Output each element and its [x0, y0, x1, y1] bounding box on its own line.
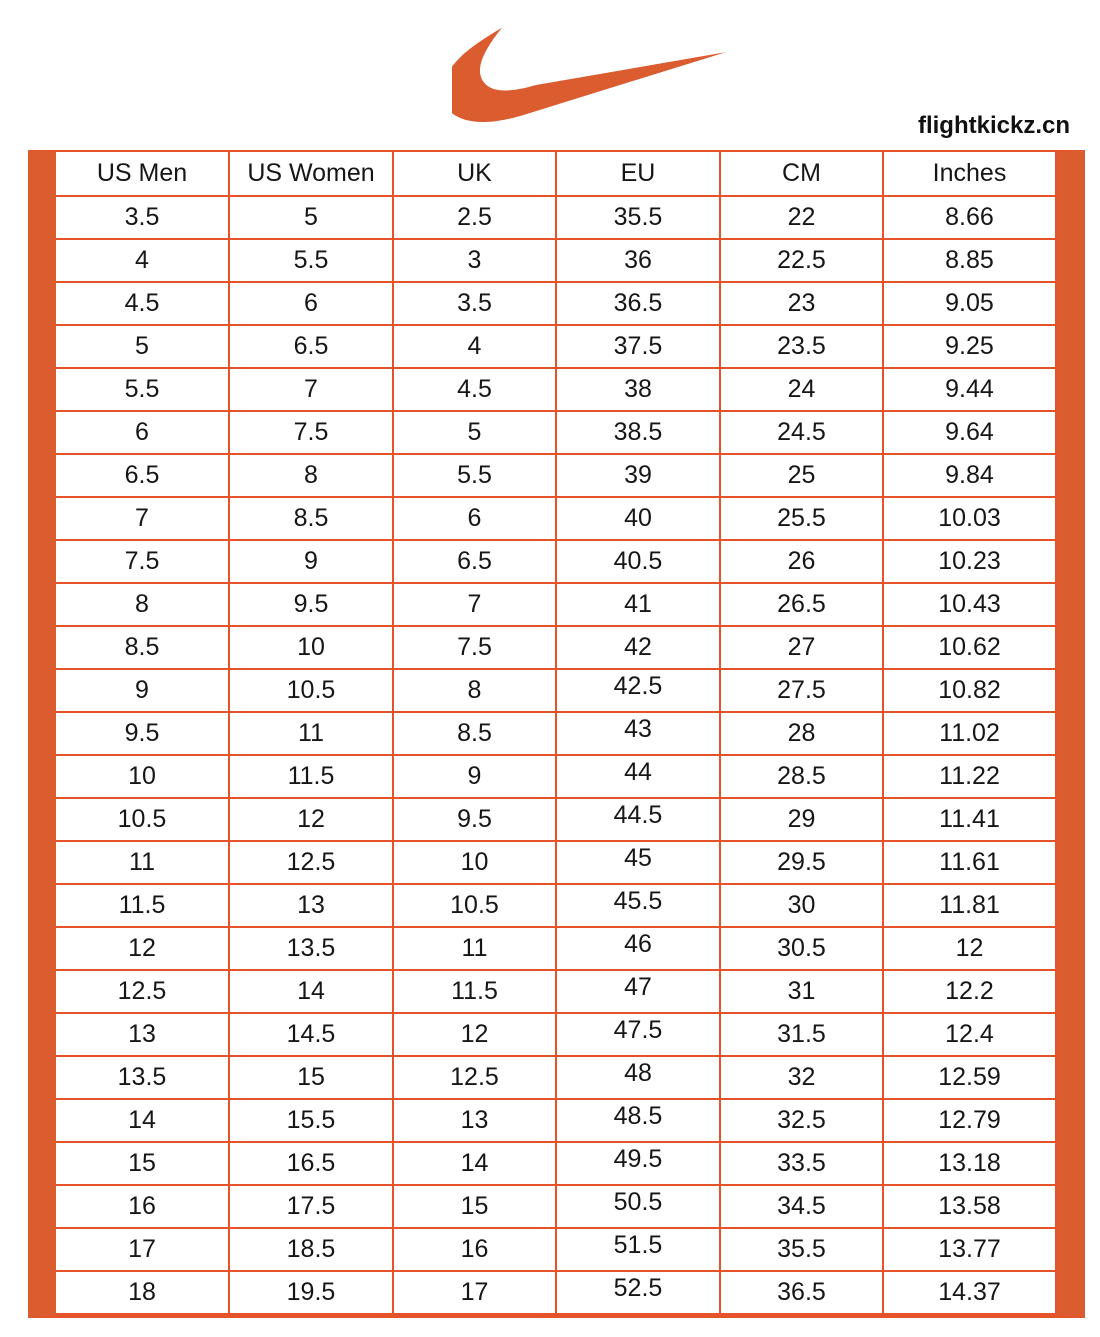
cell-cm: 35.5 [721, 1229, 884, 1272]
cell-us-men: 3.5 [56, 197, 230, 240]
cell-inches: 12.59 [884, 1057, 1057, 1100]
cell-inches: 11.81 [884, 885, 1057, 928]
cell-eu: 42.5 [557, 670, 721, 713]
cell-us-women: 8.5 [230, 498, 394, 541]
cell-us-women: 11 [230, 713, 394, 756]
table-row [56, 412, 1057, 455]
cell-uk: 6.5 [394, 541, 557, 584]
cell-cm: 31 [721, 971, 884, 1014]
table-row [56, 1186, 1057, 1229]
cell-uk: 10 [394, 842, 557, 885]
cell-inches: 13.77 [884, 1229, 1057, 1272]
cell-us-men: 17 [56, 1229, 230, 1272]
cell-uk: 7 [394, 584, 557, 627]
cell-uk: 9.5 [394, 799, 557, 842]
table-row [56, 1272, 1057, 1315]
cell-eu: 48.5 [557, 1100, 721, 1143]
table-row [56, 971, 1057, 1014]
table-row [56, 1143, 1057, 1186]
size-table [56, 152, 1057, 1315]
cell-cm: 32.5 [721, 1100, 884, 1143]
cell-inches: 10.82 [884, 670, 1057, 713]
cell-cm: 27.5 [721, 670, 884, 713]
cell-eu: 35.5 [557, 197, 721, 240]
table-row [56, 1100, 1057, 1143]
cell-inches: 12.4 [884, 1014, 1057, 1057]
cell-us-men: 8 [56, 584, 230, 627]
cell-uk: 16 [394, 1229, 557, 1272]
size-chart-frame [28, 150, 1085, 1318]
cell-us-women: 8 [230, 455, 394, 498]
cell-us-women: 6.5 [230, 326, 394, 369]
cell-us-men: 10.5 [56, 799, 230, 842]
table-row [56, 283, 1057, 326]
cell-uk: 10.5 [394, 885, 557, 928]
cell-eu: 39 [557, 455, 721, 498]
table-row [56, 240, 1057, 283]
cell-uk: 6 [394, 498, 557, 541]
cell-uk: 4.5 [394, 369, 557, 412]
cell-inches: 12.2 [884, 971, 1057, 1014]
cell-uk: 8.5 [394, 713, 557, 756]
cell-us-women: 12 [230, 799, 394, 842]
cell-inches: 10.03 [884, 498, 1057, 541]
cell-eu: 44.5 [557, 799, 721, 842]
cell-eu: 36.5 [557, 283, 721, 326]
cell-us-women: 9 [230, 541, 394, 584]
table-row [56, 541, 1057, 584]
cell-cm: 27 [721, 627, 884, 670]
table-row [56, 842, 1057, 885]
cell-uk: 12 [394, 1014, 557, 1057]
cell-eu: 36 [557, 240, 721, 283]
cell-uk: 3.5 [394, 283, 557, 326]
cell-us-men: 14 [56, 1100, 230, 1143]
cell-eu: 43 [557, 713, 721, 756]
nike-swoosh-icon [452, 28, 726, 122]
cell-us-women: 10.5 [230, 670, 394, 713]
cell-cm: 22.5 [721, 240, 884, 283]
cell-uk: 12.5 [394, 1057, 557, 1100]
cell-eu: 49.5 [557, 1143, 721, 1186]
cell-us-men: 5.5 [56, 369, 230, 412]
cell-cm: 31.5 [721, 1014, 884, 1057]
cell-eu: 44 [557, 756, 721, 799]
cell-cm: 25 [721, 455, 884, 498]
cell-us-women: 19.5 [230, 1272, 394, 1315]
cell-eu: 37.5 [557, 326, 721, 369]
cell-us-men: 5 [56, 326, 230, 369]
cell-inches: 9.44 [884, 369, 1057, 412]
cell-uk: 11 [394, 928, 557, 971]
cell-us-women: 18.5 [230, 1229, 394, 1272]
cell-cm: 32 [721, 1057, 884, 1100]
cell-eu: 45 [557, 842, 721, 885]
cell-eu: 52.5 [557, 1272, 721, 1315]
table-row [56, 1229, 1057, 1272]
cell-inches: 13.18 [884, 1143, 1057, 1186]
cell-cm: 30.5 [721, 928, 884, 971]
cell-inches: 12 [884, 928, 1057, 971]
cell-cm: 23.5 [721, 326, 884, 369]
cell-inches: 11.41 [884, 799, 1057, 842]
table-row [56, 584, 1057, 627]
cell-uk: 5.5 [394, 455, 557, 498]
cell-uk: 7.5 [394, 627, 557, 670]
table-row [56, 799, 1057, 842]
cell-inches: 9.84 [884, 455, 1057, 498]
cell-us-women: 5 [230, 197, 394, 240]
size-table-body [56, 197, 1057, 1315]
table-row [56, 455, 1057, 498]
cell-us-men: 13 [56, 1014, 230, 1057]
cell-us-men: 9 [56, 670, 230, 713]
cell-inches: 13.58 [884, 1186, 1057, 1229]
cell-cm: 26 [721, 541, 884, 584]
cell-us-women: 14 [230, 971, 394, 1014]
cell-us-men: 18 [56, 1272, 230, 1315]
cell-us-women: 15.5 [230, 1100, 394, 1143]
column-header-uk: UK [394, 152, 557, 197]
cell-eu: 47 [557, 971, 721, 1014]
site-label: flightkickz.cn [917, 112, 1070, 139]
cell-uk: 14 [394, 1143, 557, 1186]
table-row [56, 928, 1057, 971]
cell-us-men: 11 [56, 842, 230, 885]
cell-uk: 4 [394, 326, 557, 369]
table-row [56, 670, 1057, 713]
column-header-us-men: US Men [56, 152, 230, 197]
cell-uk: 2.5 [394, 197, 557, 240]
cell-uk: 11.5 [394, 971, 557, 1014]
table-row [56, 326, 1057, 369]
cell-eu: 51.5 [557, 1229, 721, 1272]
cell-us-men: 11.5 [56, 885, 230, 928]
table-row [56, 197, 1057, 240]
cell-eu: 41 [557, 584, 721, 627]
cell-us-women: 7 [230, 369, 394, 412]
cell-us-men: 10 [56, 756, 230, 799]
cell-cm: 22 [721, 197, 884, 240]
cell-inches: 10.23 [884, 541, 1057, 584]
cell-us-women: 7.5 [230, 412, 394, 455]
cell-us-men: 16 [56, 1186, 230, 1229]
column-header-eu: EU [557, 152, 721, 197]
table-row [56, 756, 1057, 799]
table-row [56, 1014, 1057, 1057]
cell-eu: 46 [557, 928, 721, 971]
cell-eu: 38.5 [557, 412, 721, 455]
cell-cm: 36.5 [721, 1272, 884, 1315]
cell-us-women: 16.5 [230, 1143, 394, 1186]
column-header-us-women: US Women [230, 152, 394, 197]
cell-inches: 10.43 [884, 584, 1057, 627]
cell-us-women: 15 [230, 1057, 394, 1100]
cell-cm: 30 [721, 885, 884, 928]
table-row [56, 627, 1057, 670]
table-row [56, 713, 1057, 756]
cell-uk: 5 [394, 412, 557, 455]
cell-cm: 24 [721, 369, 884, 412]
cell-cm: 34.5 [721, 1186, 884, 1229]
cell-inches: 8.66 [884, 197, 1057, 240]
cell-us-men: 4.5 [56, 283, 230, 326]
cell-us-men: 4 [56, 240, 230, 283]
cell-cm: 25.5 [721, 498, 884, 541]
cell-uk: 15 [394, 1186, 557, 1229]
cell-uk: 8 [394, 670, 557, 713]
cell-eu: 50.5 [557, 1186, 721, 1229]
cell-us-women: 17.5 [230, 1186, 394, 1229]
cell-cm: 24.5 [721, 412, 884, 455]
cell-us-women: 10 [230, 627, 394, 670]
cell-inches: 14.37 [884, 1272, 1057, 1315]
cell-uk: 3 [394, 240, 557, 283]
cell-eu: 48 [557, 1057, 721, 1100]
cell-inches: 9.25 [884, 326, 1057, 369]
cell-uk: 9 [394, 756, 557, 799]
cell-cm: 26.5 [721, 584, 884, 627]
cell-us-men: 12 [56, 928, 230, 971]
column-header-cm: CM [721, 152, 884, 197]
cell-eu: 40.5 [557, 541, 721, 584]
cell-us-men: 7 [56, 498, 230, 541]
cell-us-women: 6 [230, 283, 394, 326]
cell-us-women: 14.5 [230, 1014, 394, 1057]
cell-eu: 38 [557, 369, 721, 412]
cell-us-men: 7.5 [56, 541, 230, 584]
cell-cm: 28.5 [721, 756, 884, 799]
cell-us-men: 6.5 [56, 455, 230, 498]
cell-cm: 23 [721, 283, 884, 326]
cell-cm: 33.5 [721, 1143, 884, 1186]
cell-us-women: 12.5 [230, 842, 394, 885]
cell-us-women: 13 [230, 885, 394, 928]
cell-inches: 11.02 [884, 713, 1057, 756]
cell-uk: 17 [394, 1272, 557, 1315]
cell-us-men: 8.5 [56, 627, 230, 670]
cell-us-men: 9.5 [56, 713, 230, 756]
cell-us-men: 12.5 [56, 971, 230, 1014]
cell-inches: 11.61 [884, 842, 1057, 885]
cell-us-men: 6 [56, 412, 230, 455]
column-header-inches: Inches [884, 152, 1057, 197]
cell-us-men: 15 [56, 1143, 230, 1186]
cell-us-men: 13.5 [56, 1057, 230, 1100]
cell-inches: 12.79 [884, 1100, 1057, 1143]
table-row [56, 1057, 1057, 1100]
cell-us-women: 9.5 [230, 584, 394, 627]
header-row [56, 152, 1057, 197]
cell-cm: 29.5 [721, 842, 884, 885]
table-row [56, 885, 1057, 928]
cell-eu: 40 [557, 498, 721, 541]
cell-inches: 9.64 [884, 412, 1057, 455]
cell-us-women: 5.5 [230, 240, 394, 283]
table-row [56, 498, 1057, 541]
cell-us-women: 11.5 [230, 756, 394, 799]
cell-eu: 47.5 [557, 1014, 721, 1057]
cell-inches: 8.85 [884, 240, 1057, 283]
cell-inches: 11.22 [884, 756, 1057, 799]
cell-cm: 29 [721, 799, 884, 842]
cell-inches: 10.62 [884, 627, 1057, 670]
table-row [56, 369, 1057, 412]
cell-inches: 9.05 [884, 283, 1057, 326]
cell-us-women: 13.5 [230, 928, 394, 971]
cell-uk: 13 [394, 1100, 557, 1143]
cell-eu: 45.5 [557, 885, 721, 928]
cell-eu: 42 [557, 627, 721, 670]
cell-cm: 28 [721, 713, 884, 756]
